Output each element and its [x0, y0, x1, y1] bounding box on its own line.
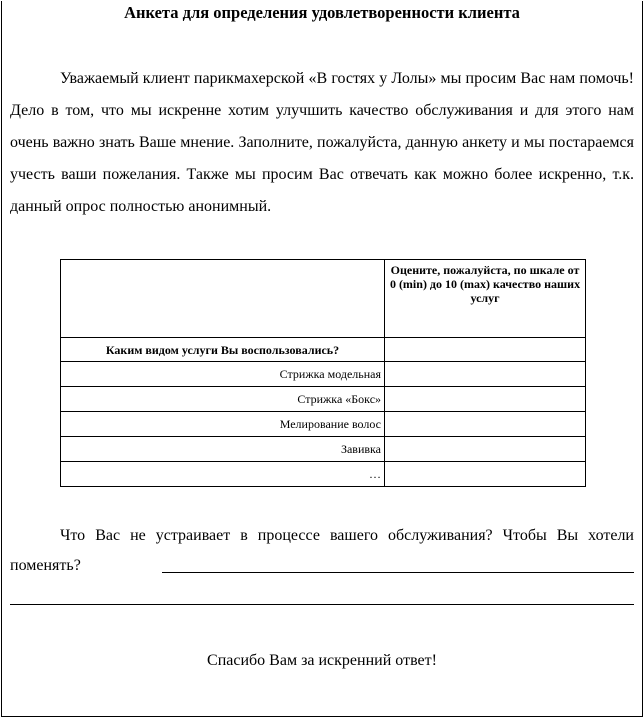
- rating-input-cell[interactable]: [385, 412, 586, 437]
- service-name: Мелирование волос: [61, 412, 385, 437]
- rating-header: Оцените, пожалуйста, по шкале от 0 (min) до 10 (max) качество наших услуг: [385, 260, 586, 338]
- table-header-blank-cell: [61, 260, 385, 338]
- rating-input-cell[interactable]: [385, 338, 586, 362]
- rating-input-cell[interactable]: [385, 437, 586, 462]
- table-row: [61, 437, 586, 462]
- rating-input-cell[interactable]: [385, 362, 586, 387]
- answer-line[interactable]: [10, 604, 634, 605]
- table-row: [61, 362, 586, 387]
- table-row: [61, 462, 586, 487]
- table-row: [61, 387, 586, 412]
- survey-page: [1, 1, 643, 717]
- service-name: Стрижка «Бокс»: [61, 387, 385, 412]
- answer-line[interactable]: [162, 572, 634, 573]
- rating-table: [60, 259, 586, 487]
- service-name: Стрижка модельная: [61, 362, 385, 387]
- table-row: [61, 412, 586, 437]
- rating-input-cell[interactable]: [385, 462, 586, 487]
- service-name: …: [61, 462, 385, 487]
- service-question: Каким видом услуги Вы воспользовались?: [61, 338, 385, 362]
- page-title: Анкета для определения удовлетворенности клиента: [124, 3, 520, 22]
- service-name: Завивка: [61, 437, 385, 462]
- improvement-question: Что Вас не устраивает в процессе вашего обслуживания? Чтобы Вы хотели поменять?: [10, 527, 634, 574]
- rating-input-cell[interactable]: [385, 387, 586, 412]
- thanks-text: Спасибо Вам за искренний ответ!: [207, 652, 437, 669]
- intro-paragraph: Уважаемый клиент парикмахерской «В гостях у Лолы» мы просим Вас нам помочь! Дело в том, что мы искренне хотим улучшить качество обслуживания и для этого нам очень важно знать Ваше мнение. Заполните, пожалуйста, данную анкету и мы постараемся учесть ваши пожелания. Также мы просим Вас отвечать как можно более искренно, т.к. данный опрос полностью анонимный.: [10, 70, 634, 215]
